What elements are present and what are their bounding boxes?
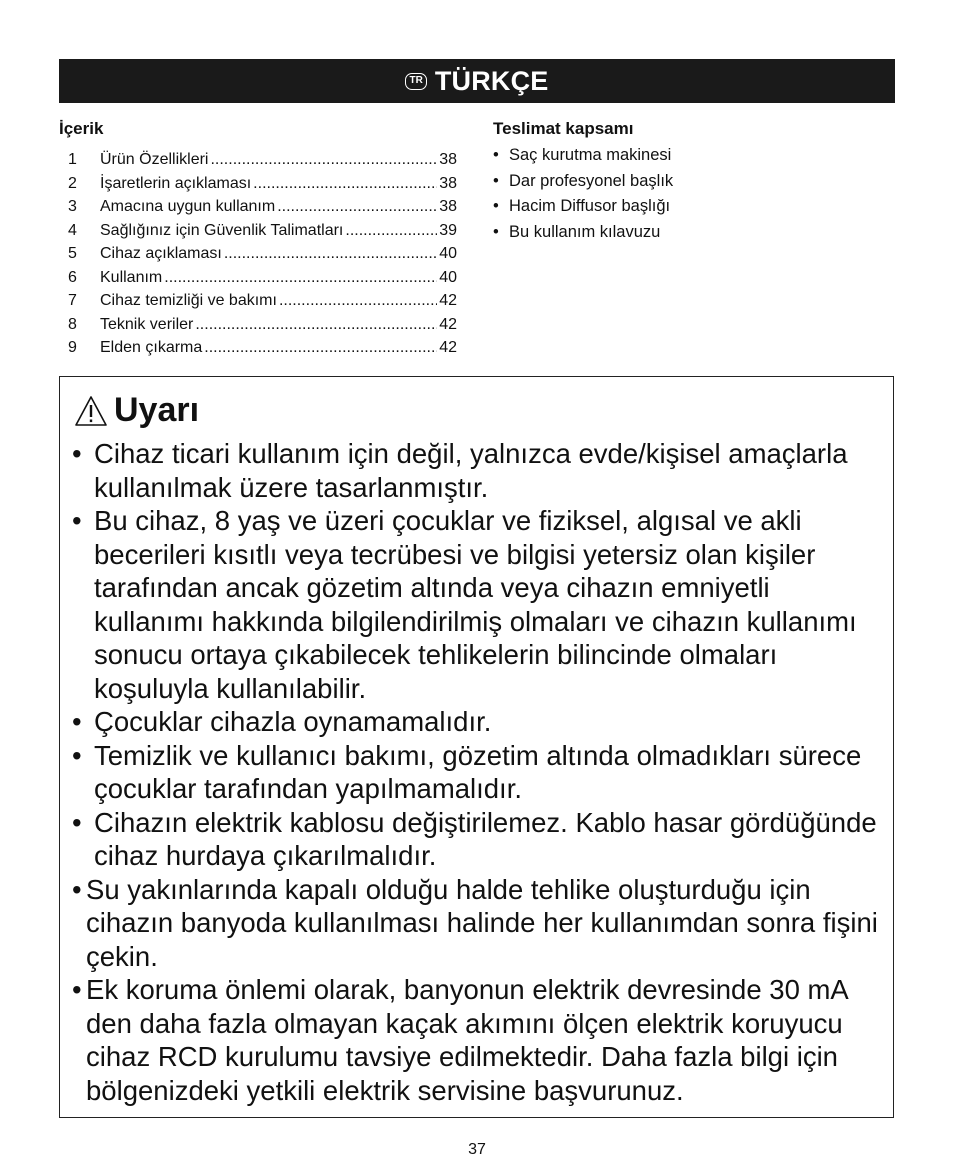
bullet: • [493,197,499,215]
toc-leader-dots [345,219,437,243]
toc-list [59,148,457,360]
toc-item [59,219,457,243]
toc-title: İçerik [59,119,104,138]
toc-item-page: 38 [439,198,457,215]
toc-item-label: İşaretlerin açıklaması [100,174,252,192]
warning-item-text: Cihaz ticari kullanım için değil, yalnızca evde/kişisel amaçlarla kullanılmak üzere tasarlanmıştır. [94,438,848,503]
warning-list [72,437,882,1107]
bullet: • [72,505,82,536]
warning-item [72,873,882,974]
warning-item-text: Bu cihaz, 8 yaş ve üzeri çocuklar ve fiziksel, algısal ve akli becerileri kısıtlı veya tecrübesi ve bilgisi yetersiz olan kişiler tarafından ancak gözetim altında veya cihazın emniyetli kullanımı hakkında bilgilendirilmiş olmaları ve cihazın kullanımı sonucu ortaya çıkabilecek tehlikelerin bilincinde olmaları koşuluyla kullanılabilir. [94,505,857,704]
toc-item-number: 8 [68,315,77,333]
toc-item-page: 42 [439,292,457,309]
toc-item-label: Cihaz açıklaması [100,245,222,262]
warning-item-text: Ek koruma önlemi olarak, banyonun elektrik devresinde 30 mA den daha fazla olmayan kaçak akımını ölçen elektrik koruyucu cihaz RCD kurulumu tavsiye edilmektedir. Daha fazla bilgi için bölgenizdeki yetkili elektrik servisine başvurunuz. [86,974,848,1106]
delivery-title: Teslimat kapsamı [493,119,634,138]
toc-item-label: Kullanım [100,268,163,286]
bullet: • [493,171,499,190]
toc-item-label: Elden çıkarma [100,339,203,356]
warning-item-text: Çocuklar cihazla oynamamalıdır. [94,706,492,737]
warning-item-text: Su yakınlarında kapalı olduğu halde tehlike oluşturduğu için cihazın banyoda kullanılması halinde her kullanımdan sonra fişini çekin. [86,873,878,972]
toc-leader-dots [279,289,437,313]
bullet: • [493,146,499,164]
page-number: 37 [468,1141,486,1158]
language-code-badge: TR [405,73,426,90]
toc-item-page: 38 [439,151,457,168]
toc-item-label: Ürün Özellikleri [100,151,209,168]
warning-header [74,393,199,427]
toc-leader-dots [204,336,437,360]
toc-item-number: 5 [68,245,77,262]
delivery-item [493,194,895,220]
warning-item [72,739,882,806]
toc-item-page: 42 [439,315,457,333]
warning-item [72,437,882,504]
toc-item [59,172,457,196]
warning-item [72,504,882,705]
toc-item [59,242,457,266]
warning-item [72,806,882,873]
delivery-contents [493,119,895,245]
toc-item-number: 6 [68,268,77,286]
bullet: • [72,706,82,737]
toc-item-number: 1 [68,151,77,168]
toc-item-label: Amacına uygun kullanım [100,198,276,215]
toc-leader-dots [164,266,437,290]
warning-item [72,973,882,1107]
toc-item-page: 38 [439,174,457,192]
toc-item-number: 3 [68,198,77,215]
toc-leader-dots [195,313,437,337]
toc-item-page: 40 [439,245,457,262]
warning-item [72,705,882,739]
toc-item-page: 40 [439,268,457,286]
bullet: • [72,873,82,905]
toc-item [59,266,457,290]
delivery-item-label: Bu kullanım kılavuzu [509,222,661,241]
toc-item-page: 42 [439,339,457,356]
toc-item-label: Cihaz temizliği ve bakımı [100,292,277,309]
language-header [59,59,895,103]
bullet: • [72,974,82,1005]
bullet: • [493,222,499,241]
delivery-item [493,143,895,169]
delivery-item [493,169,895,195]
toc-item [59,313,457,337]
delivery-list [493,143,895,245]
bullet: • [72,438,82,469]
toc-item-number: 2 [68,174,77,192]
warning-item-text: Cihazın elektrik kablosu değiştirilemez. Kablo hasar gördüğünde cihaz hurdaya çıkarılmalıdır. [94,806,877,871]
toc-leader-dots [253,172,437,196]
toc-item-page: 39 [439,221,457,239]
toc-item [59,336,457,360]
toc-item-number: 9 [68,339,77,356]
toc-leader-dots [277,195,437,219]
warning-triangle-icon [74,395,108,427]
warning-box [59,376,894,1118]
bullet: • [72,739,82,771]
delivery-item-label: Dar profesyonel başlık [509,171,674,190]
toc-item-label: Sağlığınız için Güvenlik Talimatları [100,221,344,239]
table-of-contents [59,119,457,360]
delivery-item-label: Saç kurutma makinesi [509,146,672,164]
bullet: • [72,806,82,838]
toc-item-number: 7 [68,292,77,309]
delivery-item [493,220,895,246]
language-title: TÜRKÇE [434,65,549,96]
toc-item [59,289,457,313]
warning-title: Uyarı [114,391,200,429]
toc-item [59,148,457,172]
toc-item-number: 4 [68,221,77,239]
warning-item-text: Temizlik ve kullanıcı bakımı, gözetim altında olmadıkları sürece çocuklar tarafından yapılmamalıdır. [94,739,862,804]
toc-item-label: Teknik veriler [100,315,194,333]
toc-item [59,195,457,219]
toc-leader-dots [224,242,437,266]
delivery-item-label: Hacim Diffusor başlığı [509,197,671,215]
toc-leader-dots [210,148,437,172]
